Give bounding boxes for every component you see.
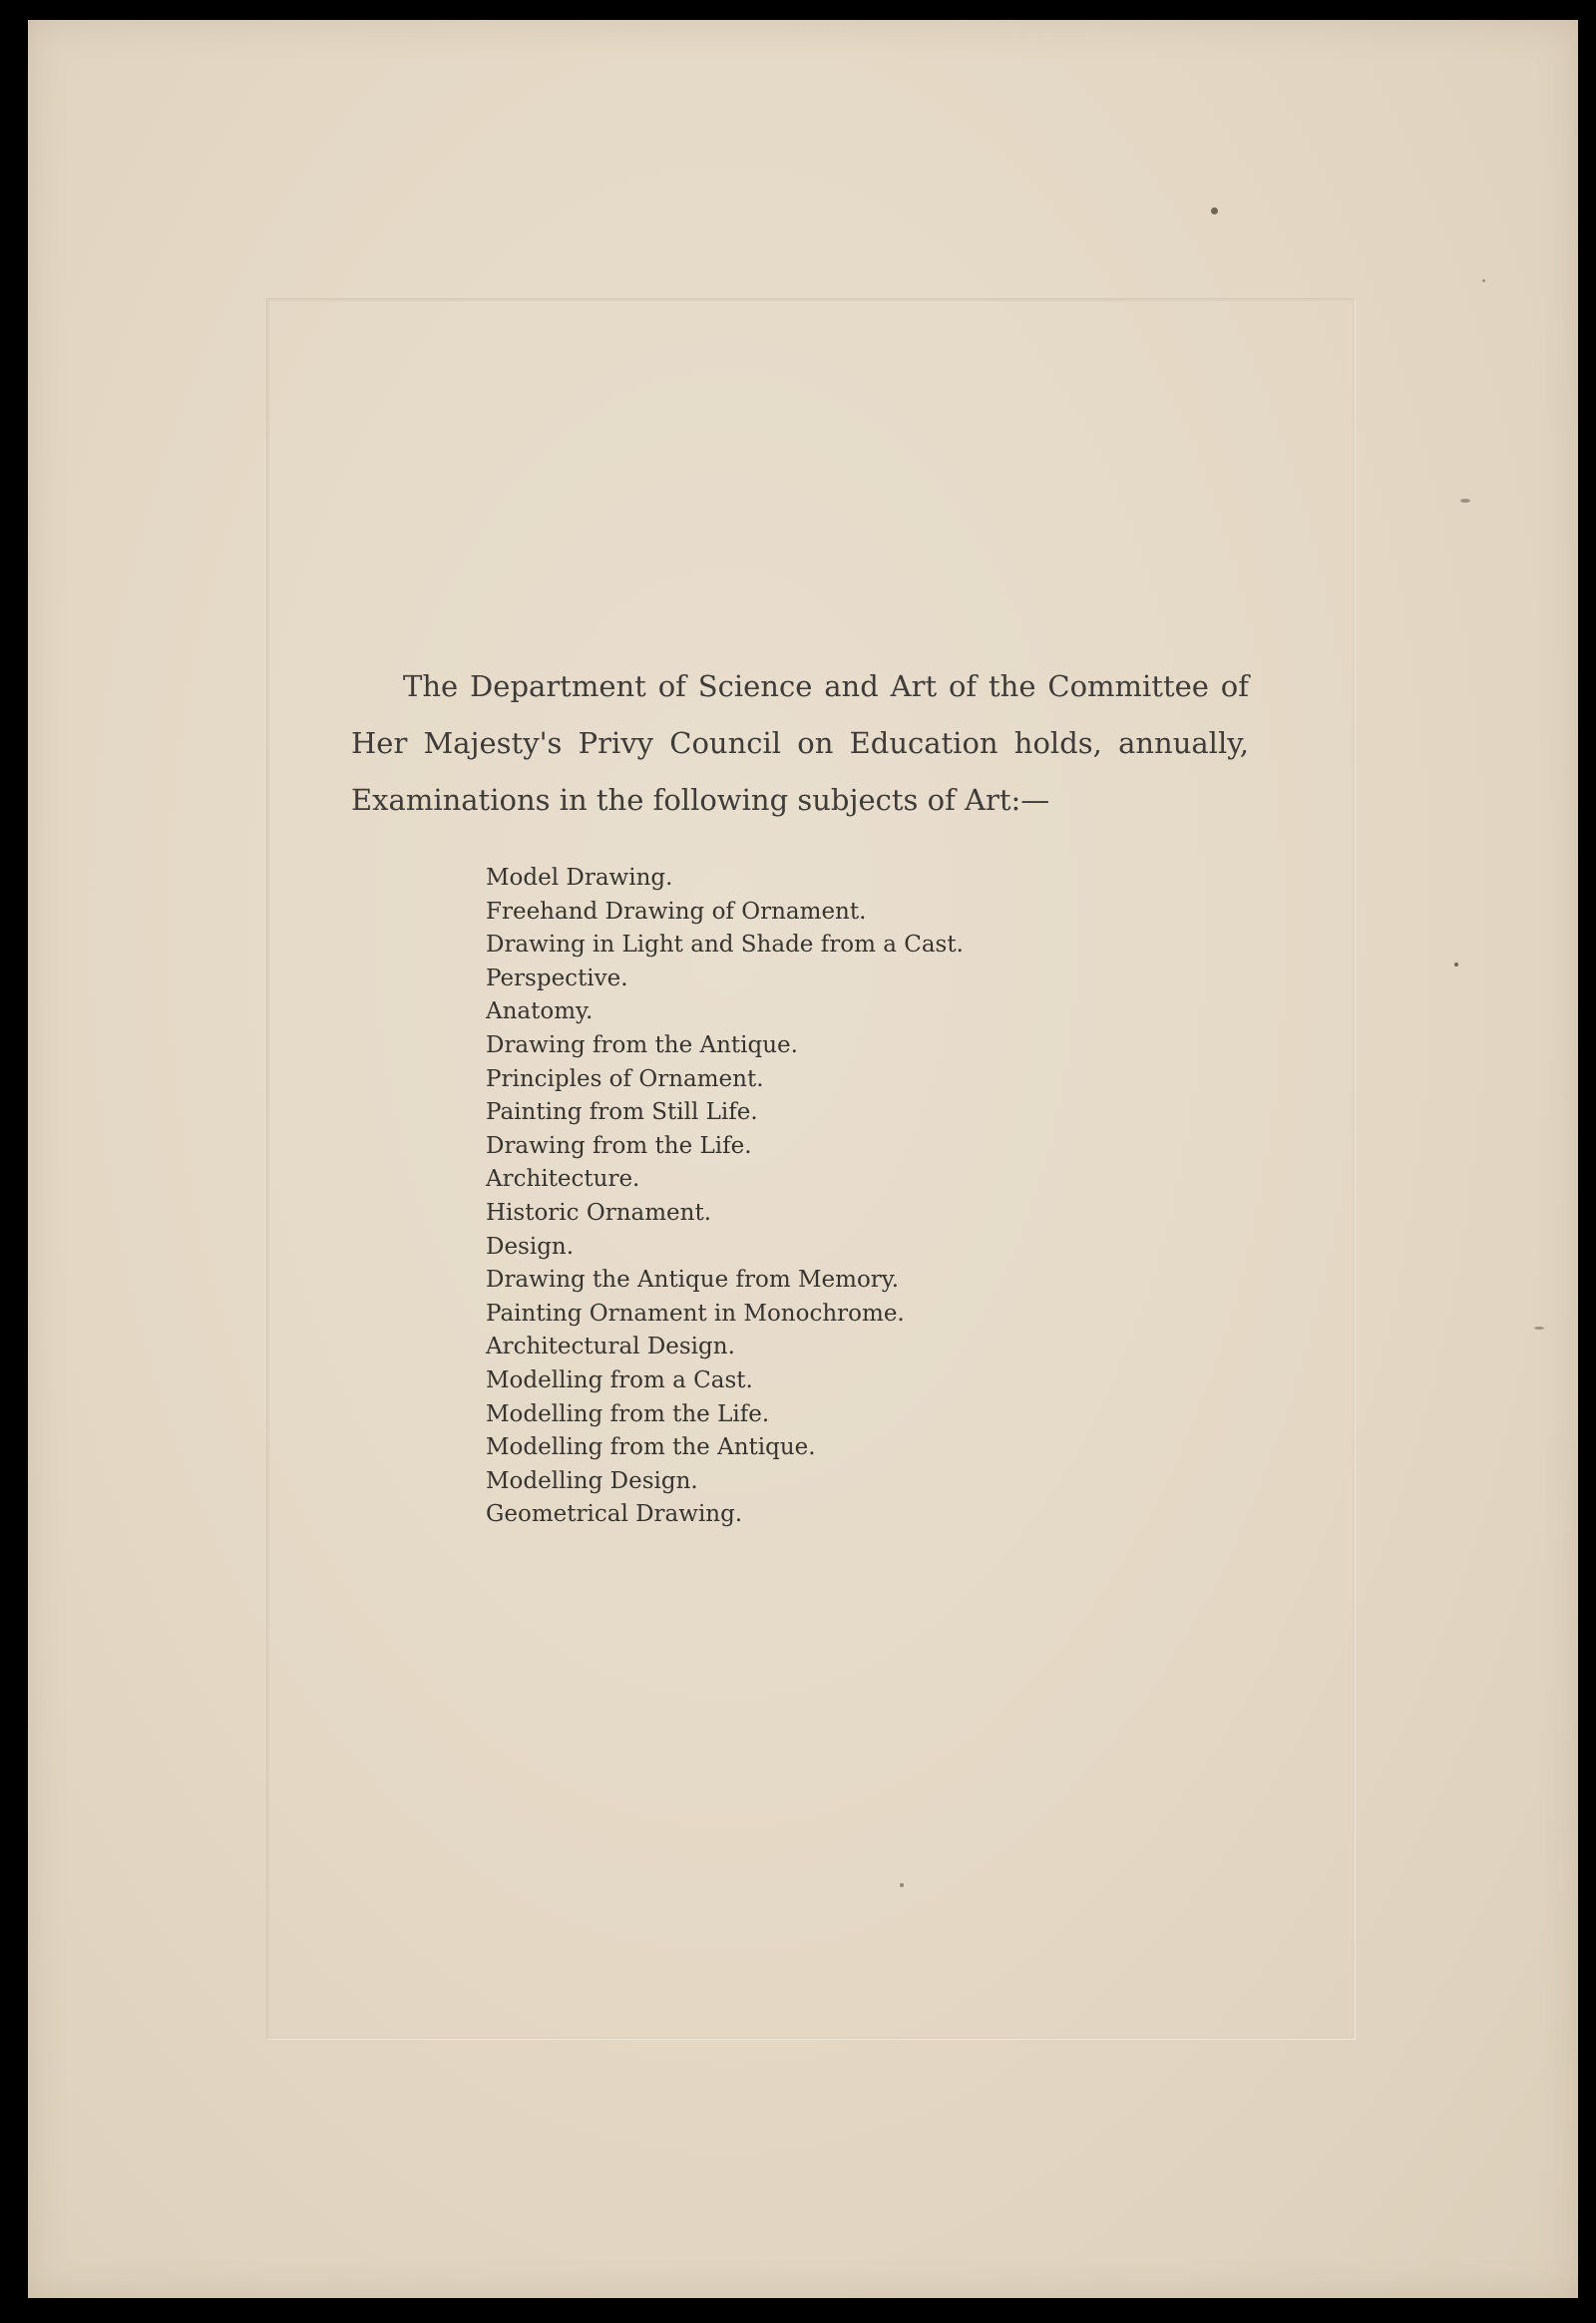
- list-item: Perspective.: [486, 965, 628, 991]
- paper-speck: [900, 1883, 904, 1887]
- list-item: Historic Ornament.: [486, 1199, 712, 1226]
- list-item: Architecture.: [486, 1166, 640, 1193]
- list-item: Design.: [486, 1233, 575, 1260]
- list-item: Modelling Design.: [486, 1467, 698, 1494]
- list-item: Drawing from the Life.: [486, 1132, 752, 1159]
- list-item: Anatomy.: [486, 998, 594, 1025]
- list-item: Architectural Design.: [486, 1334, 735, 1360]
- list-item: Painting Ornament in Monochrome.: [486, 1300, 905, 1327]
- list-item: Modelling from the Antique.: [486, 1434, 816, 1461]
- paper-speck: [1454, 963, 1458, 967]
- paper-speck: [1211, 207, 1218, 214]
- list-item: Model Drawing.: [486, 865, 673, 891]
- list-item: Modelling from a Cast.: [486, 1366, 753, 1393]
- list-item: Painting from Still Life.: [486, 1099, 758, 1126]
- list-item: Freehand Drawing of Ornament.: [486, 898, 867, 925]
- list-item: Drawing the Antique from Memory.: [486, 1267, 900, 1294]
- list-item: Principles of Ornament.: [486, 1065, 764, 1092]
- list-item: Modelling from the Life.: [486, 1400, 770, 1427]
- paper-speck: [1482, 279, 1485, 282]
- intro-paragraph: The Department of Science and Art of the Committee of Her Majesty's Privy Council on Education holds, annually, Examinations in the following subjects of Art:—: [351, 669, 1249, 817]
- paper-speck: [1534, 1327, 1544, 1330]
- list-item: Drawing from the Antique.: [486, 1031, 798, 1058]
- paper-speck: [1460, 499, 1470, 503]
- subjects-list: [486, 862, 964, 1532]
- list-item: Geometrical Drawing.: [486, 1501, 743, 1528]
- list-item: Drawing in Light and Shade from a Cast.: [486, 932, 964, 959]
